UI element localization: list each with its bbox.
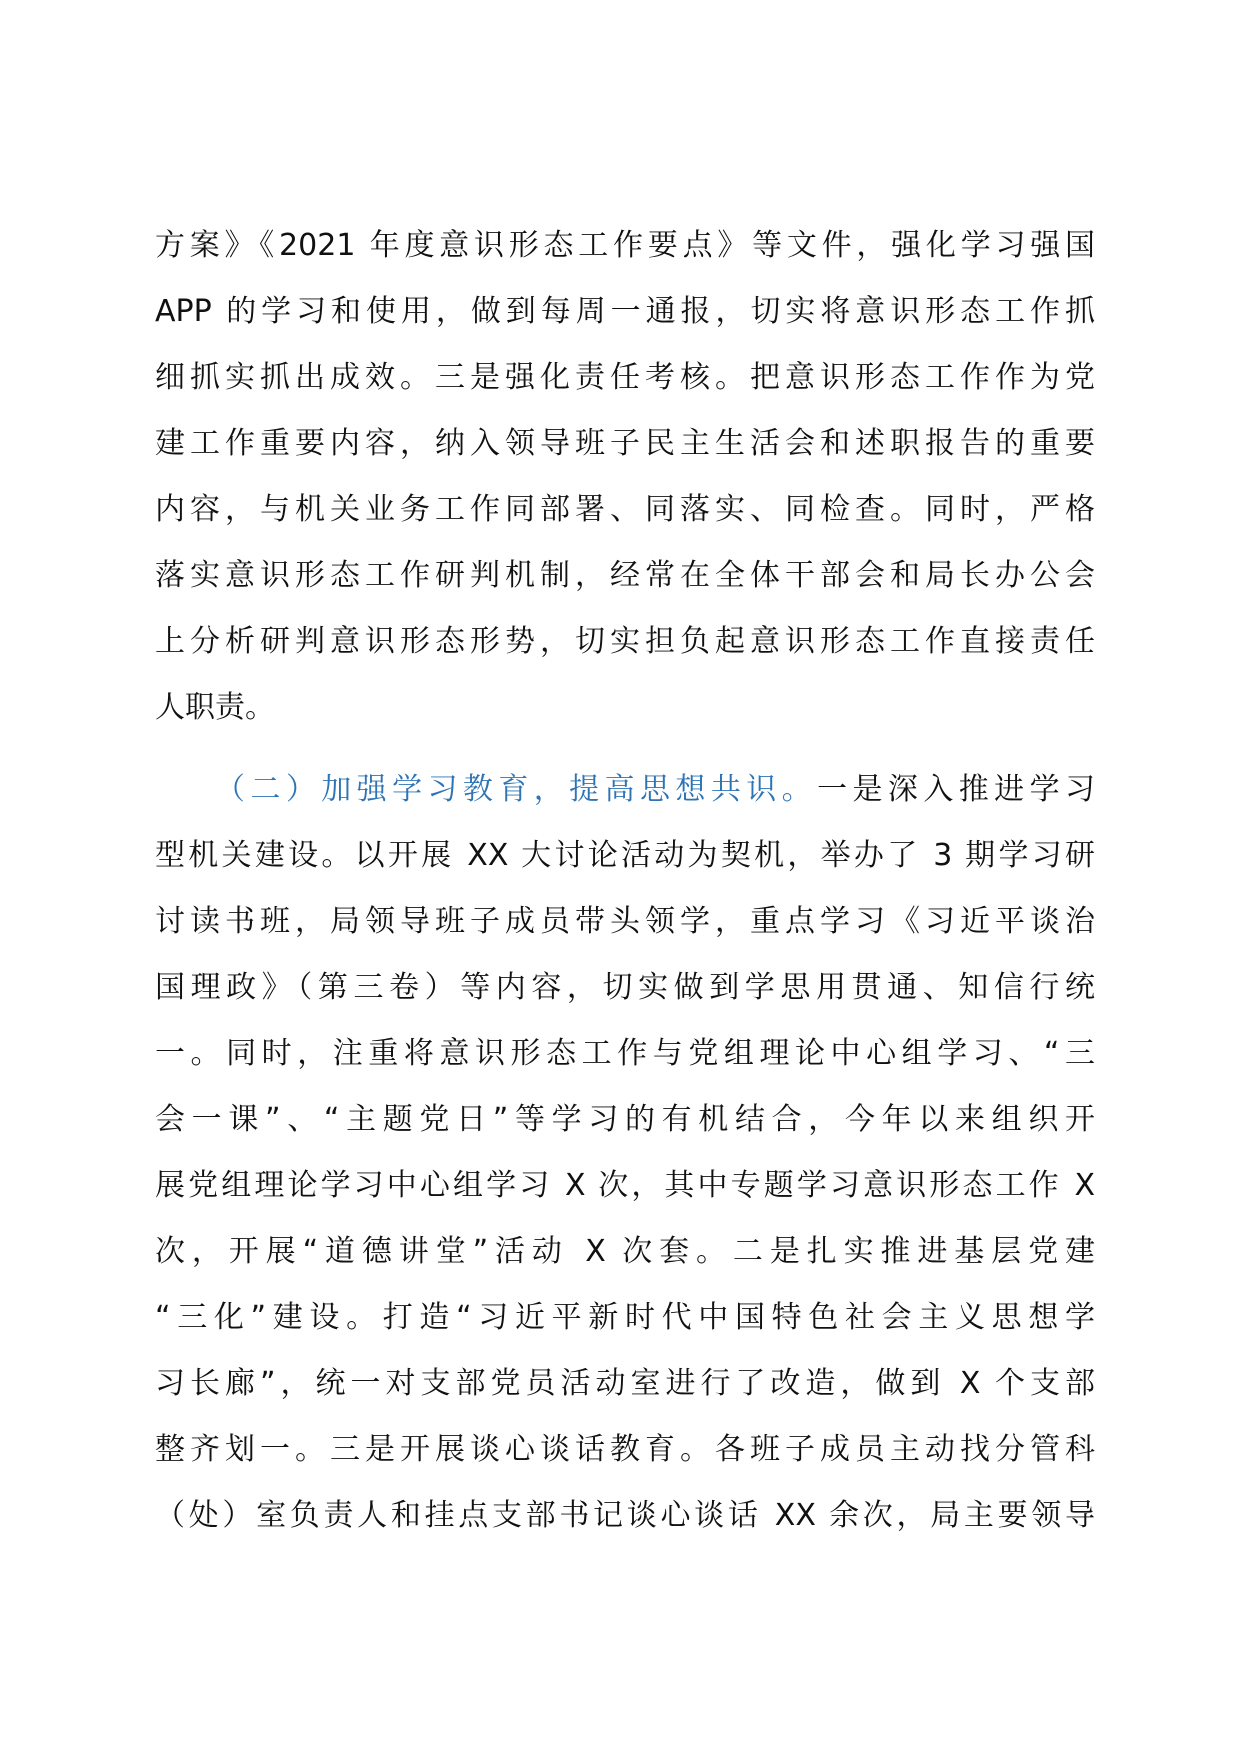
body-line: 落实意识形态工作研判机制，经常在全体干部会和局长办公会 (155, 558, 1095, 593)
body-line: 国理政》（第三卷）等内容，切实做到学思用贯通、知信行统 (155, 970, 1095, 1005)
body-line: 会一课”、“主题党日”等学习的有机结合，今年以来组织开 (155, 1102, 1095, 1137)
body-line: 习长廊”，统一对支部党员活动室进行了改造，做到 X 个支部 (155, 1366, 1095, 1401)
body-line: 建工作重要内容，纳入领导班子民主生活会和述职报告的重要 (155, 426, 1095, 461)
body-line: 细抓实抓出成效。三是强化责任考核。把意识形态工作作为党 (155, 360, 1095, 395)
section-heading: （二）加强学习教育，提高思想共识。 (215, 772, 818, 807)
body-line: 一。同时，注重将意识形态工作与党组理论中心组学习、“三 (155, 1036, 1095, 1071)
body-line: 整齐划一。三是开展谈心谈话教育。各班子成员主动找分管科 (155, 1432, 1095, 1467)
section-first-line (215, 757, 1095, 823)
body-line: （处）室负责人和挂点支部书记谈心谈话 XX 余次，局主要领导 (155, 1498, 1095, 1533)
body-line: 次，开展“道德讲堂”活动 X 次套。二是扎实推进基层党建 (155, 1234, 1095, 1269)
body-line: APP 的学习和使用，做到每周一通报，切实将意识形态工作抓 (155, 294, 1095, 329)
body-line: “三化”建设。打造“习近平新时代中国特色社会主义思想学 (155, 1300, 1095, 1335)
section-first-line-text: 一是深入推进学习 (817, 772, 1095, 807)
body-line: 型机关建设。以开展 XX 大讨论活动为契机，举办了 3 期学习研 (155, 838, 1095, 873)
body-line: 内容，与机关业务工作同部署、同落实、同检查。同时，严格 (155, 492, 1095, 527)
body-line: 讨读书班，局领导班子成员带头领学，重点学习《习近平谈治 (155, 904, 1095, 939)
body-line: 上分析研判意识形态形势，切实担负起意识形态工作直接责任 (155, 624, 1095, 659)
body-line: 展党组理论学习中心组学习 X 次，其中专题学习意识形态工作 X (155, 1168, 1095, 1203)
body-line: 人职责。 (155, 690, 275, 725)
body-line: 方案》《2021 年度意识形态工作要点》等文件，强化学习强国 (155, 228, 1095, 263)
